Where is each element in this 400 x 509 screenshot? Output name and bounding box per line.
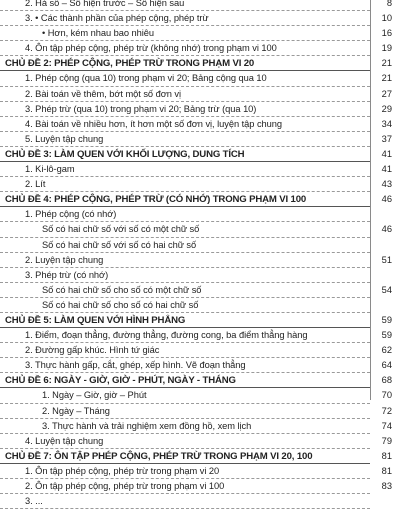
page-number: 46 [381, 194, 392, 205]
page-number: 72 [381, 405, 392, 416]
toc-entry [0, 177, 400, 192]
entry-title: 1. Ngày – Giờ, giờ – Phút [42, 390, 147, 401]
page-number: 74 [381, 420, 392, 431]
entry-title: 3. Thực hành gấp, cắt, ghép, xếp hình. Vẽ đoạn thẳng [25, 360, 246, 371]
page-number: 46 [381, 224, 392, 235]
entry-title: • Hơn, kém nhau bao nhiêu [42, 28, 154, 39]
entry-title: 2. Đường gấp khúc. Hình tứ giác [25, 345, 160, 356]
page-number: 70 [381, 390, 392, 401]
entry-title: 2. Bài toán về thêm, bớt một số đơn vị [25, 88, 182, 99]
page-number: 41 [381, 148, 392, 159]
page-number: 83 [381, 481, 392, 491]
toc-entry [0, 207, 400, 222]
entry-title: 3. • Các thành phần của phép cộng, phép trừ [25, 13, 209, 24]
toc-entry [0, 388, 400, 403]
toc-entry [0, 162, 400, 177]
toc-entry [0, 343, 400, 358]
entry-title: 5. Luyện tập chung [25, 133, 104, 144]
toc-entry [0, 419, 400, 434]
entry-title: 1. Ôn tập phép cộng, phép trừ trong phạm vi 20 [25, 465, 220, 476]
page-number: 59 [381, 330, 392, 341]
toc-entry [0, 117, 400, 132]
toc-entry [0, 494, 400, 509]
entry-title: 3. Thực hành và trải nghiệm xem đồng hồ, xem lịch [42, 420, 252, 431]
page-number: 21 [381, 58, 392, 69]
page-number: 68 [381, 375, 392, 386]
entry-title: 3. ... [25, 496, 43, 507]
page-number: 62 [381, 345, 392, 356]
chapter-title: CHỦ ĐỀ 5: LÀM QUEN VỚI HÌNH PHẲNG [5, 314, 186, 326]
entry-title: 3. Phép trừ (qua 10) trong phạm vi 20; Bảng trừ (qua 10) [25, 103, 257, 114]
entry-title: 4. Ôn tập phép cộng, phép trừ (không nhớ) trong phạm vi 100 [25, 43, 277, 54]
toc-entry [0, 404, 400, 419]
toc-entry [0, 464, 400, 479]
toc-entry [0, 222, 400, 237]
toc-entry [0, 238, 400, 253]
toc-entry [0, 479, 400, 494]
entry-title: 2. Hà số – Số hiện trước – Số hiện sau [25, 0, 185, 8]
toc-entry [0, 132, 400, 147]
chapter-title: CHỦ ĐỀ 2: PHÉP CỘNG, PHÉP TRỪ TRONG PHẠM VI 20 [5, 58, 255, 70]
page-number: 81 [381, 450, 392, 461]
entry-title: Số có hai chữ số cho số có hai chữ số [42, 299, 199, 310]
toc-entry [0, 71, 400, 86]
chapter-heading [0, 192, 400, 207]
entry-title: 2. Lít [25, 179, 46, 190]
toc-entry [0, 283, 400, 298]
entry-title: 1. Phép cộng (có nhớ) [25, 209, 117, 220]
entry-title: 1. Điểm, đoạn thẳng, đường thẳng, đường cong, ba điểm thẳng hàng [25, 330, 308, 341]
page-number: 29 [381, 103, 392, 114]
toc-entry [0, 358, 400, 373]
chapter-title: CHỦ ĐỀ 7: ÔN TẬP PHÉP CỘNG, PHÉP TRỪ TRONG PHẠM VI 20, 100 [5, 450, 313, 462]
entry-title: Số có hai chữ số cho số có một chữ số [42, 284, 202, 295]
entry-title: 2. Luyện tập chung [25, 254, 104, 265]
toc-entry [0, 434, 400, 449]
page-number: 16 [381, 28, 392, 39]
toc-entry [0, 26, 400, 41]
toc-entry [0, 0, 400, 11]
chapter-heading [0, 147, 400, 162]
page-number: 37 [381, 133, 392, 144]
chapter-heading [0, 449, 400, 464]
page-number: 10 [381, 13, 392, 24]
toc-entry [0, 268, 400, 283]
page-number: 64 [381, 360, 392, 371]
toc-entry [0, 41, 400, 56]
page-number: 19 [381, 43, 392, 54]
entry-title: 2. Ngày – Tháng [42, 405, 110, 416]
entry-title: Số có hai chữ số với số có hai chữ số [42, 239, 197, 250]
page-number: 8 [386, 0, 392, 8]
page-number: 21 [381, 73, 392, 84]
chapter-title: CHỦ ĐỀ 3: LÀM QUEN VỚI KHỐI LƯỢNG, DUNG TÍCH [5, 148, 245, 160]
entry-title: Số có hai chữ số với số có một chữ số [42, 224, 200, 235]
page-number: 81 [381, 465, 392, 476]
entry-title: 4. Bài toán về nhiều hơn, ít hơn một số đơn vị, luyện tập chung [25, 118, 283, 129]
toc-entry [0, 102, 400, 117]
page-number: 79 [381, 435, 392, 446]
page-number: 59 [381, 314, 392, 325]
page-number: 34 [381, 118, 392, 129]
toc-entry [0, 11, 400, 26]
toc-entry [0, 87, 400, 102]
chapter-heading [0, 373, 400, 388]
entry-title: 1. Ki-lô-gam [25, 164, 75, 175]
page-number: 41 [381, 164, 392, 175]
toc-entry [0, 253, 400, 268]
page-number: 27 [381, 88, 392, 99]
entry-title: 2. Ôn tập phép cộng, phép trừ trong phạm vi 100 [25, 481, 225, 491]
entry-title: 1. Phép cộng (qua 10) trong phạm vi 20; Bảng cộng qua 10 [25, 73, 267, 84]
chapter-title: CHỦ ĐỀ 4: PHÉP CỘNG, PHÉP TRỪ (CÓ NHỚ) TRONG PHẠM VI 100 [5, 194, 307, 206]
page-number: 54 [381, 284, 392, 295]
toc-entry [0, 328, 400, 343]
entry-title: 3. Phép trừ (có nhớ) [25, 269, 109, 280]
page-number: 51 [381, 254, 392, 265]
chapter-heading [0, 313, 400, 328]
toc-entry [0, 298, 400, 313]
chapter-heading [0, 56, 400, 71]
entry-title: 4. Luyện tập chung [25, 435, 104, 446]
page-number: 43 [381, 179, 392, 190]
chapter-title: CHỦ ĐỀ 6: NGÀY - GIỜ, GIỜ - PHÚT, NGÀY - THÁNG [5, 375, 236, 387]
